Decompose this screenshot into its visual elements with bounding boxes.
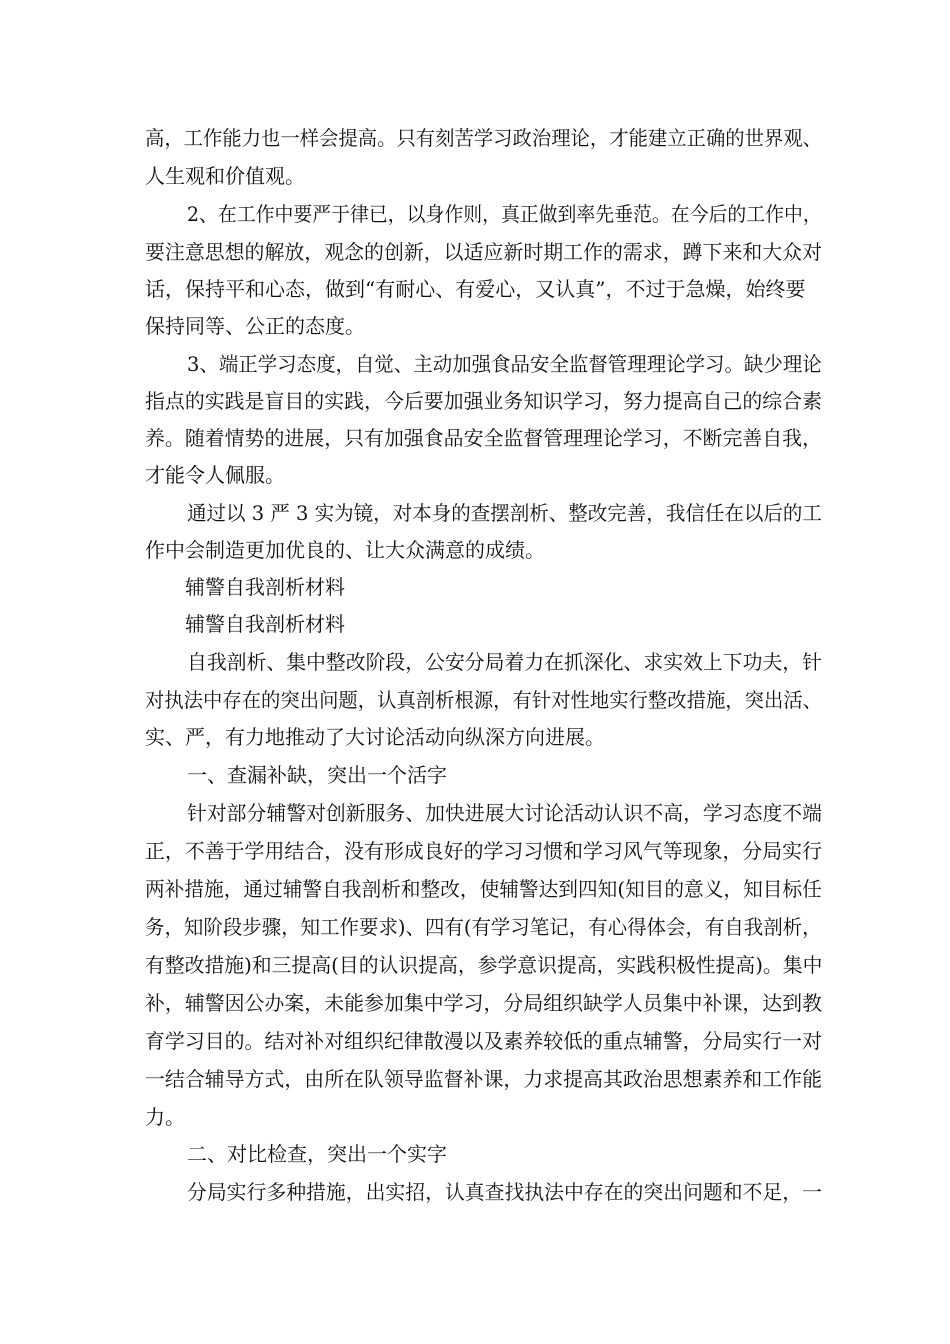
text-line: 针对部分辅警对创新服务、加快进展大讨论活动认识不高，学习态度不端 bbox=[187, 801, 822, 825]
text-line: 育学习目的。结对补对组织纪律散漫以及素养较低的重点辅警，分局实行一对 bbox=[145, 1029, 822, 1053]
section-heading: 辅警自我剖析材料 bbox=[185, 612, 345, 636]
text-line: 分局实行多种措施，出实招，认真查找执法中存在的突出问题和不足，一 bbox=[187, 1180, 822, 1204]
text-line: 才能令人佩服。 bbox=[145, 463, 285, 487]
text-line: 两补措施，通过辅警自我剖析和整改，使辅警达到四知(知目的意义，知目标任 bbox=[145, 877, 822, 901]
text-line: 补，辅警因公办案，未能参加集中学习，分局组织缺学人员集中补课，达到教 bbox=[145, 991, 822, 1015]
text-line: 实、严，有力地推动了大讨论活动向纵深方向进展。 bbox=[145, 725, 605, 749]
text-line: 养。随着情势的进展，只有加强食品安全监督管理理论学习，不断完善自我， bbox=[145, 426, 822, 450]
section-heading: 一、查漏补缺，突出一个活字 bbox=[187, 763, 447, 787]
text-line: 自我剖析、集中整改阶段，公安分局着力在抓深化、求实效上下功夫，针 bbox=[187, 650, 822, 674]
text-line: 高，工作能力也一样会提高。只有刻苦学习政治理论，才能建立正确的世界观、 bbox=[145, 126, 822, 150]
text-line: 保持同等、公正的态度。 bbox=[145, 314, 365, 338]
text-line: 对执法中存在的突出问题，认真剖析根源，有针对性地实行整改措施，突出活、 bbox=[145, 688, 822, 712]
text-line: 3、端正学习态度，自觉、主动加强食品安全监督管理理论学习。缺少理论 bbox=[187, 352, 822, 376]
text-line: 有整改措施)和三提高(目的认识提高，参学意识提高，实践积极性提高)。集中 bbox=[145, 953, 823, 977]
text-line: 人生观和价值观。 bbox=[145, 164, 305, 188]
text-line: 力。 bbox=[145, 1105, 185, 1129]
text-line: 一结合辅导方式，由所在队领导监督补课，力求提高其政治思想素养和工作能 bbox=[145, 1067, 822, 1091]
section-heading: 辅警自我剖析材料 bbox=[185, 575, 345, 599]
text-line: 务，知阶段步骤，知工作要求)、四有(有学习笔记，有心得体会，有自我剖析， bbox=[145, 915, 822, 939]
text-line: 话，保持平和心态，做到“有耐心、有爱心，又认真”，不过于急燥，始终要 bbox=[145, 277, 806, 301]
text-line: 2、在工作中要严于律已，以身作则，真正做到率先垂范。在今后的工作中， bbox=[187, 202, 822, 226]
text-line: 要注意思想的解放，观念的创新，以适应新时期工作的需求，蹲下来和大众对 bbox=[145, 240, 822, 264]
section-heading: 二、对比检查，突出一个实字 bbox=[187, 1142, 447, 1166]
text-line: 作中会制造更加优良的、让大众满意的成绩。 bbox=[145, 538, 545, 562]
text-line: 指点的实践是盲目的实践，今后要加强业务知识学习，努力提高自己的综合素 bbox=[145, 389, 822, 413]
text-line: 通过以 3 严 3 实为镜，对本身的查摆剖析、整改完善，我信任在以后的工 bbox=[187, 501, 822, 525]
text-line: 正，不善于学用结合，没有形成良好的学习习惯和学习风气等现象，分局实行 bbox=[145, 839, 822, 863]
